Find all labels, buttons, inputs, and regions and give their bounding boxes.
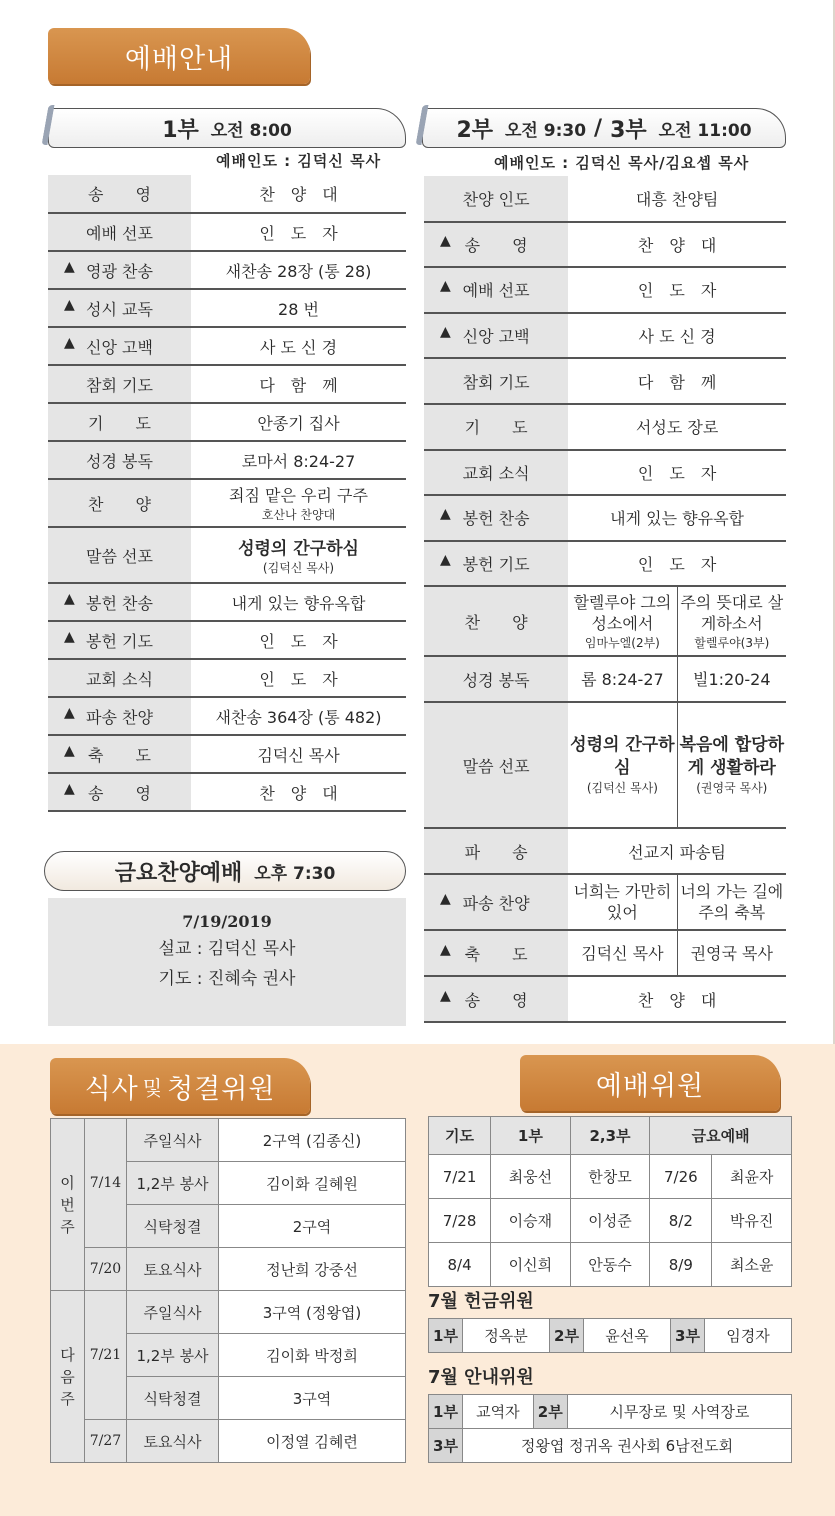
meal-assignee: 김이화 박정희 xyxy=(219,1334,406,1377)
committee-cell: 한창모 xyxy=(570,1155,650,1199)
order-row xyxy=(424,702,786,828)
order-label: 교회 소식 xyxy=(424,450,568,496)
meal-assignee: 김이화 길혜원 xyxy=(219,1162,406,1205)
order-row xyxy=(48,213,406,251)
order-value: 다 함 께 xyxy=(568,358,786,404)
order-label: 말씀 선포 xyxy=(424,702,568,828)
offering-committee-table xyxy=(428,1318,792,1353)
order-value xyxy=(191,527,406,583)
order-row xyxy=(48,441,406,479)
meal-duty: 1,2부 봉사 xyxy=(127,1334,219,1377)
order-label: 참회 기도 xyxy=(48,365,191,403)
worship-committee-banner: 예배위원 xyxy=(520,1055,780,1111)
order-label: 송 영 xyxy=(48,175,191,213)
meal-assignee: 3구역 (정왕엽) xyxy=(219,1291,406,1334)
order-label: ▲ 축 도 xyxy=(48,735,191,773)
order-row xyxy=(48,365,406,403)
meal-cleaning-table xyxy=(50,1118,406,1463)
order-value: 찬 양 대 xyxy=(568,222,786,268)
order-value: 인 도 자 xyxy=(191,213,406,251)
committee-cell: 이신희 xyxy=(491,1243,571,1287)
order-value: 찬 양 대 xyxy=(191,175,406,213)
meal-row xyxy=(51,1420,406,1463)
worship-committee-table xyxy=(428,1116,792,1287)
offering-name: 윤선옥 xyxy=(584,1319,671,1353)
order-label: ▲ 봉헌 찬송 xyxy=(424,495,568,541)
committee-cell: 7/26 xyxy=(650,1155,712,1199)
order-row xyxy=(48,773,406,811)
service2-order-table xyxy=(424,176,786,1023)
committee-row xyxy=(429,1155,792,1199)
order-label: ▲ 파송 찬양 xyxy=(424,874,568,930)
order-label: ▲ 신앙 고백 xyxy=(424,313,568,359)
order-row xyxy=(424,176,786,222)
meal-assignee: 2구역 (김종신) xyxy=(219,1119,406,1162)
order-row xyxy=(424,656,786,702)
meal-cleaning-banner: 식사 및 청결위원 xyxy=(50,1058,310,1114)
meal-row xyxy=(51,1248,406,1291)
offering-part: 2부 xyxy=(550,1319,584,1353)
meal-duty: 식탁청결 xyxy=(127,1205,219,1248)
meal-date: 7/27 xyxy=(85,1420,127,1463)
committee-cell: 7/28 xyxy=(429,1199,491,1243)
order-value-part3 xyxy=(677,586,786,656)
committee-cell: 안동수 xyxy=(570,1243,650,1287)
order-label: ▲ 봉헌 기도 xyxy=(424,541,568,587)
order-value: 찬 양 대 xyxy=(568,976,786,1022)
committee-cell: 8/2 xyxy=(650,1199,712,1243)
usher-part: 2부 xyxy=(533,1395,567,1429)
order-value: 안종기 집사 xyxy=(191,403,406,441)
order-value-main: 롬 8:24-27 xyxy=(581,669,664,689)
order-row xyxy=(424,222,786,268)
order-value-part2 xyxy=(568,930,677,976)
order-value: 서성도 장로 xyxy=(568,404,786,450)
order-row xyxy=(48,479,406,527)
meal-row xyxy=(51,1291,406,1334)
service1-order-table xyxy=(48,175,406,812)
order-row xyxy=(48,659,406,697)
friday-info-box xyxy=(48,898,406,1026)
order-row xyxy=(48,527,406,583)
order-value-sub: (권영국 목사) xyxy=(696,781,768,796)
committee-cell: 8/9 xyxy=(650,1243,712,1287)
order-label: 참회 기도 xyxy=(424,358,568,404)
committee-cell: 8/4 xyxy=(429,1243,491,1287)
order-value-main: 너희는 가만히 있어 xyxy=(573,881,672,923)
order-value-main: 복음에 합당하게 생활하라 xyxy=(679,735,785,779)
offering-committee-title: 7월 헌금위원 xyxy=(428,1291,534,1312)
usher-part: 3부 xyxy=(429,1429,463,1463)
order-label: 교회 소식 xyxy=(48,659,191,697)
order-value-part2 xyxy=(568,702,677,828)
order-row xyxy=(424,313,786,359)
order-row xyxy=(424,541,786,587)
order-value: 내게 있는 향유옥합 xyxy=(568,495,786,541)
order-value: 새찬송 364장 (통 482) xyxy=(191,697,406,735)
order-row xyxy=(424,828,786,874)
meal-date: 7/21 xyxy=(85,1291,127,1420)
order-label: 찬 양 xyxy=(48,479,191,527)
order-value: 로마서 8:24-27 xyxy=(191,441,406,479)
order-value: 내게 있는 향유옥합 xyxy=(191,583,406,621)
offering-name: 임경자 xyxy=(705,1319,792,1353)
order-row xyxy=(424,495,786,541)
meal-duty: 주일식사 xyxy=(127,1291,219,1334)
order-value-part3 xyxy=(677,702,786,828)
order-row xyxy=(424,976,786,1022)
order-row xyxy=(48,289,406,327)
usher-name: 교역자 xyxy=(463,1395,534,1429)
order-row xyxy=(48,251,406,289)
order-label: ▲ 송 영 xyxy=(424,222,568,268)
meal-duty: 식탁청결 xyxy=(127,1377,219,1420)
service2-header: 2부 오전 9:30 / 3부 오전 11:00 xyxy=(422,108,786,148)
meal-duty: 토요식사 xyxy=(127,1420,219,1463)
order-label: 찬양 인도 xyxy=(424,176,568,222)
usher-committee-table xyxy=(428,1394,792,1463)
order-value: 인 도 자 xyxy=(568,541,786,587)
order-value-main: 김덕신 목사 xyxy=(581,943,664,963)
order-value-main: 할렐루야 그의 성소에서 xyxy=(573,592,672,634)
committee-cell: 이성준 xyxy=(570,1199,650,1243)
meal-week-label: 다 음 주 xyxy=(51,1291,85,1463)
offering-part: 3부 xyxy=(671,1319,705,1353)
meal-duty: 토요식사 xyxy=(127,1248,219,1291)
order-label: ▲ 신앙 고백 xyxy=(48,327,191,365)
usher-row xyxy=(429,1395,792,1429)
order-label: 성경 봉독 xyxy=(424,656,568,702)
friday-date: 7/19/2019 xyxy=(182,912,272,931)
order-row xyxy=(424,450,786,496)
committee-cell: 최소윤 xyxy=(712,1243,792,1287)
usher-name: 정왕엽 정귀옥 권사회 6남전도회 xyxy=(463,1429,792,1463)
usher-part: 1부 xyxy=(429,1395,463,1429)
friday-preacher: 설교 : 김덕신 목사 xyxy=(158,939,296,959)
order-value-main: 주의 뜻대로 살게하소서 xyxy=(680,592,784,634)
meal-assignee: 이정열 김혜련 xyxy=(219,1420,406,1463)
order-row xyxy=(48,175,406,213)
order-row xyxy=(48,697,406,735)
order-value-main: 죄짐 맡은 우리 구주 xyxy=(229,486,368,505)
committee-cell: 박유진 xyxy=(712,1199,792,1243)
order-label: 파 송 xyxy=(424,828,568,874)
order-value: 김덕신 목사 xyxy=(191,735,406,773)
committee-cell: 이승재 xyxy=(491,1199,571,1243)
offering-row xyxy=(429,1319,792,1353)
order-label: 기 도 xyxy=(48,403,191,441)
order-value-main: 빌1:20-24 xyxy=(693,669,771,689)
order-value: 대흥 찬양팀 xyxy=(568,176,786,222)
order-label: ▲ 송 영 xyxy=(48,773,191,811)
order-label: ▲ 영광 찬송 xyxy=(48,251,191,289)
order-value-part2 xyxy=(568,874,677,930)
committee-header: 금요예배 xyxy=(650,1117,792,1155)
order-label: ▲ 축 도 xyxy=(424,930,568,976)
usher-row xyxy=(429,1429,792,1463)
order-row xyxy=(424,358,786,404)
offering-part: 1부 xyxy=(429,1319,463,1353)
order-label: ▲ 예배 선포 xyxy=(424,267,568,313)
order-value-part3 xyxy=(677,930,786,976)
meal-assignee: 3구역 xyxy=(219,1377,406,1420)
order-value: 사 도 신 경 xyxy=(568,313,786,359)
order-value-part2 xyxy=(568,656,677,702)
order-value-main: 너의 가는 길에 주의 축복 xyxy=(680,881,784,923)
committee-header: 2,3부 xyxy=(570,1117,650,1155)
order-row xyxy=(48,735,406,773)
committee-row xyxy=(429,1199,792,1243)
meal-duty: 주일식사 xyxy=(127,1119,219,1162)
order-value-part3 xyxy=(677,656,786,702)
meal-duty: 1,2부 봉사 xyxy=(127,1162,219,1205)
meal-week-label: 이 번 주 xyxy=(51,1119,85,1291)
service1-header: 1부 오전 8:00 xyxy=(48,108,406,148)
committee-header: 1부 xyxy=(491,1117,571,1155)
order-label: ▲ 파송 찬양 xyxy=(48,697,191,735)
order-row xyxy=(424,874,786,930)
order-value-part2 xyxy=(568,586,677,656)
order-label: 기 도 xyxy=(424,404,568,450)
order-row xyxy=(424,267,786,313)
order-value: 인 도 자 xyxy=(191,659,406,697)
order-value: 인 도 자 xyxy=(568,450,786,496)
meal-assignee: 2구역 xyxy=(219,1205,406,1248)
worship-guide-banner: 예배안내 xyxy=(48,28,310,84)
order-value-sub: 임마누엘(2부) xyxy=(584,635,660,650)
usher-name: 시무장로 및 사역장로 xyxy=(567,1395,791,1429)
order-label: ▲ 봉헌 찬송 xyxy=(48,583,191,621)
order-label: ▲ 송 영 xyxy=(424,976,568,1022)
order-value-main: 권영국 목사 xyxy=(690,943,773,963)
order-value-main: 성령의 간구하심 xyxy=(238,539,359,559)
friday-prayer: 기도 : 진혜숙 권사 xyxy=(158,969,296,989)
order-label: 말씀 선포 xyxy=(48,527,191,583)
order-value: 선교지 파송팀 xyxy=(568,828,786,874)
order-label: 성경 봉독 xyxy=(48,441,191,479)
order-row xyxy=(48,403,406,441)
order-label: 찬 양 xyxy=(424,586,568,656)
committee-cell: 최윤자 xyxy=(712,1155,792,1199)
order-label: ▲ 성시 교독 xyxy=(48,289,191,327)
order-value: 사 도 신 경 xyxy=(191,327,406,365)
order-value: 인 도 자 xyxy=(568,267,786,313)
meal-date: 7/20 xyxy=(85,1248,127,1291)
order-row xyxy=(48,621,406,659)
meal-date: 7/14 xyxy=(85,1119,127,1248)
committee-cell: 최웅선 xyxy=(491,1155,571,1199)
offering-name: 정옥분 xyxy=(463,1319,550,1353)
order-row xyxy=(424,586,786,656)
meal-assignee: 정난희 강중선 xyxy=(219,1248,406,1291)
order-row xyxy=(48,327,406,365)
order-value xyxy=(191,479,406,527)
order-value: 인 도 자 xyxy=(191,621,406,659)
order-value-sub: (김덕신 목사) xyxy=(586,781,658,796)
order-row xyxy=(424,930,786,976)
order-value: 다 함 께 xyxy=(191,365,406,403)
order-row xyxy=(424,404,786,450)
friday-header: 금요찬양예배 오후 7:30 xyxy=(44,851,406,891)
order-value: 찬 양 대 xyxy=(191,773,406,811)
order-value-sub: 할렐루야(3부) xyxy=(694,635,770,650)
usher-committee-title: 7월 안내위원 xyxy=(428,1367,534,1388)
committee-row xyxy=(429,1243,792,1287)
service1-leader: 예배인도 : 김덕신 목사 xyxy=(216,152,382,170)
order-value-sub: 호산나 찬양대 xyxy=(261,508,336,522)
order-value-main: 성령의 간구하심 xyxy=(570,735,675,779)
order-row xyxy=(48,583,406,621)
order-value: 28 번 xyxy=(191,289,406,327)
order-label: 예배 선포 xyxy=(48,213,191,251)
committee-header-row xyxy=(429,1117,792,1155)
order-value: 새찬송 28장 (통 28) xyxy=(191,251,406,289)
service2-leader: 예배인도 : 김덕신 목사/김요셉 목사 xyxy=(494,154,750,172)
committee-header: 기도 xyxy=(429,1117,491,1155)
order-value-sub: (김덕신 목사) xyxy=(262,561,335,575)
order-label: ▲ 봉헌 기도 xyxy=(48,621,191,659)
meal-row xyxy=(51,1119,406,1162)
committee-cell: 7/21 xyxy=(429,1155,491,1199)
order-value-part3 xyxy=(677,874,786,930)
